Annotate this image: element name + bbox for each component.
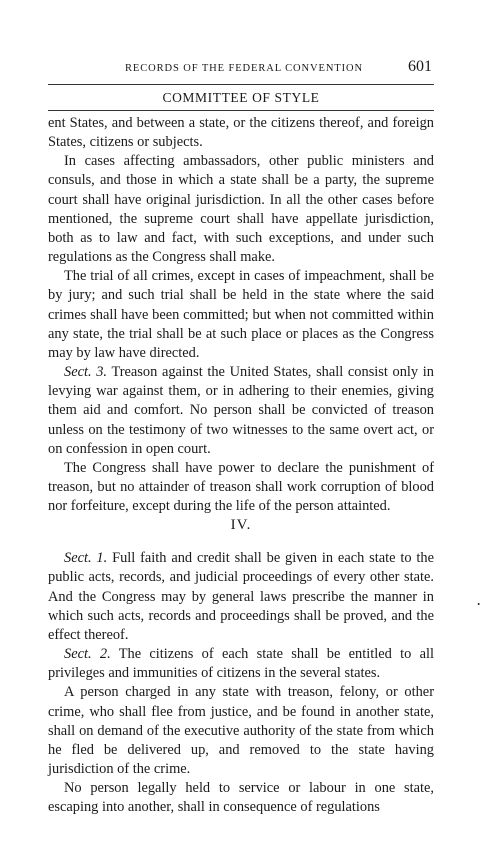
paragraph-trial-by-jury: The trial of all crimes, except in cases of impeachment, shall be by jury; and such trial shall be held in the state where the said crimes shall have been committed; but when not committed within any state, the trial shall be at such place or places as the Congress may by law have directed.	[48, 268, 434, 361]
body-text	[48, 114, 434, 817]
paragraph-privileges: Sect. 2. The citizens of each state shall be entitled to all privileges and immunities of citizens in the several states.	[48, 646, 434, 682]
margin-mark: •	[477, 600, 480, 609]
section-label: Sect. 3.	[64, 364, 108, 381]
running-title: RECORDS OF THE FEDERAL CONVENTION	[125, 63, 363, 74]
paragraph-full-faith: Sect. 1. Full faith and credit shall be given in each state to the public acts, records, and judicial proceedings of every other state. And the Congress may by general laws prescribe the manner in which such acts, records and proceedings shall be proved, and the effect thereof.	[48, 550, 434, 643]
section-rule	[48, 110, 434, 111]
section-label: Sect. 2.	[64, 646, 111, 663]
paragraph-treason-punishment: The Congress shall have power to declare the punishment of treason, but no attainder of treason shall work corruption of blood nor forfeiture, except during the life of the person attainted.	[48, 459, 434, 515]
paragraph-original-jurisdiction: In cases affecting ambassadors, other public ministers and consuls, and those in which a state shall be a party, the supreme court shall have original jurisdiction. In all the other cases before mentioned, the supreme court shall have appellate jurisdiction, both as to law and fact, with such exceptions, and under such regulations as the Congress shall make.	[48, 153, 434, 266]
paragraph-service-labour: No person legally held to service or labour in one state, escaping into another, shall in consequence of regulations	[48, 780, 434, 816]
section-label: Sect. 1.	[64, 550, 108, 567]
header-rule	[48, 84, 434, 85]
book-page	[48, 58, 434, 817]
paragraph-treason: Sect. 3. Treason against the United States, shall consist only in levying war against them, or in adhering to their enemies, giving them aid and comfort. No person shall be convicted of treason unless on the testimony of two witnesses to the same overt act, or on confession in open court.	[48, 364, 434, 457]
paragraph-extradition: A person charged in any state with treason, felony, or other crime, who shall flee from justice, and be found in another state, shall on demand of the executive authority of the state from which he fled be delivered up, and removed to the state having jurisdiction of the crime.	[48, 684, 434, 777]
page-number: 601	[408, 58, 432, 75]
section-title: COMMITTEE OF STYLE	[162, 90, 320, 105]
paragraph-continuation: ent States, and between a state, or the citizens thereof, and foreign States, citizens or subjects.	[48, 115, 434, 151]
running-head	[48, 58, 434, 80]
article-heading: IV.	[230, 517, 252, 534]
